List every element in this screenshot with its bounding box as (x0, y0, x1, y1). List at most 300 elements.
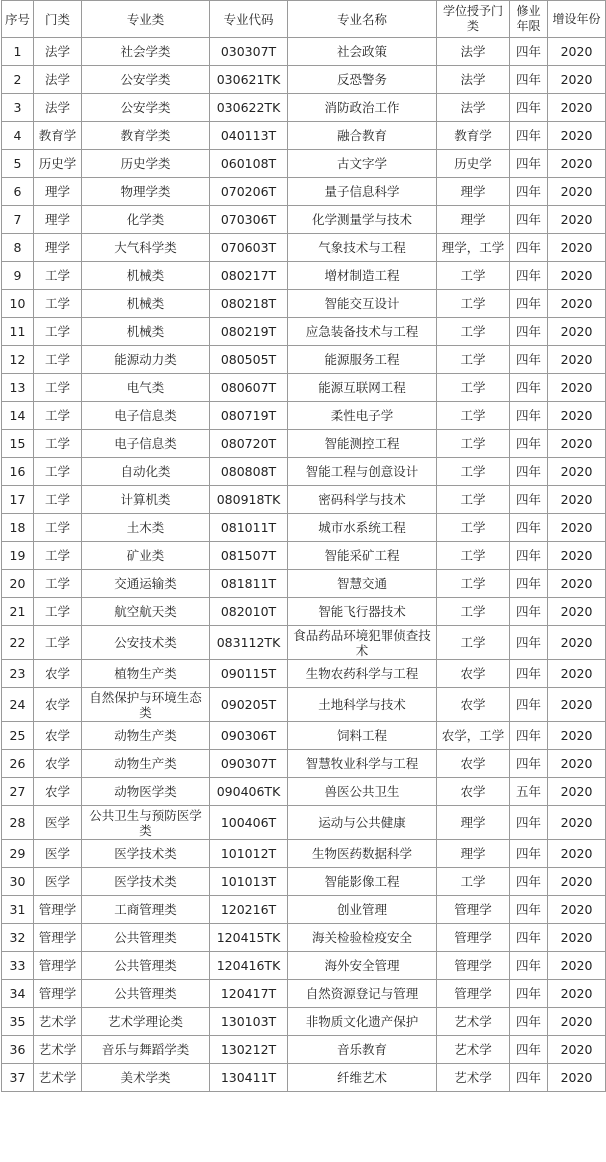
cell-duration: 四年 (510, 750, 548, 778)
cell-code: 100406T (210, 806, 288, 840)
cell-index: 3 (2, 94, 34, 122)
cell-code: 090115T (210, 660, 288, 688)
cell-degree: 理学 (437, 806, 510, 840)
cell-major-class: 自动化类 (82, 458, 210, 486)
cell-degree: 管理学 (437, 896, 510, 924)
cell-code: 081811T (210, 570, 288, 598)
cell-major-name: 增材制造工程 (288, 262, 437, 290)
cell-year: 2020 (548, 868, 606, 896)
cell-major-name: 食品药品环境犯罪侦查技术 (288, 626, 437, 660)
cell-category: 理学 (34, 178, 82, 206)
table-row (2, 626, 606, 660)
cell-year: 2020 (548, 38, 606, 66)
table-row (2, 206, 606, 234)
cell-duration: 五年 (510, 778, 548, 806)
cell-code: 082010T (210, 598, 288, 626)
cell-major-name: 化学测量学与技术 (288, 206, 437, 234)
cell-year: 2020 (548, 570, 606, 598)
cell-index: 5 (2, 150, 34, 178)
table-row (2, 66, 606, 94)
cell-index: 22 (2, 626, 34, 660)
table-row (2, 688, 606, 722)
cell-degree: 工学 (437, 458, 510, 486)
cell-category: 法学 (34, 94, 82, 122)
cell-code: 090205T (210, 688, 288, 722)
cell-major-class: 物理学类 (82, 178, 210, 206)
cell-major-class: 公共管理类 (82, 952, 210, 980)
cell-index: 17 (2, 486, 34, 514)
cell-category: 艺术学 (34, 1036, 82, 1064)
cell-year: 2020 (548, 1036, 606, 1064)
cell-category: 管理学 (34, 952, 82, 980)
table-row (2, 150, 606, 178)
cell-major-class: 植物生产类 (82, 660, 210, 688)
cell-year: 2020 (548, 660, 606, 688)
table-row (2, 750, 606, 778)
cell-major-name: 兽医公共卫生 (288, 778, 437, 806)
cell-degree: 工学 (437, 514, 510, 542)
cell-code: 080720T (210, 430, 288, 458)
cell-code: 083112TK (210, 626, 288, 660)
cell-degree: 工学 (437, 374, 510, 402)
cell-duration: 四年 (510, 66, 548, 94)
cell-major-class: 教育学类 (82, 122, 210, 150)
cell-code: 120417T (210, 980, 288, 1008)
cell-code: 130103T (210, 1008, 288, 1036)
cell-year: 2020 (548, 778, 606, 806)
cell-major-name: 智能交互设计 (288, 290, 437, 318)
cell-year: 2020 (548, 626, 606, 660)
cell-degree: 农学，工学 (437, 722, 510, 750)
cell-code: 080218T (210, 290, 288, 318)
cell-major-class: 交通运输类 (82, 570, 210, 598)
cell-major-name: 社会政策 (288, 38, 437, 66)
cell-degree: 农学 (437, 750, 510, 778)
table-row (2, 896, 606, 924)
cell-major-name: 创业管理 (288, 896, 437, 924)
cell-major-class: 公安技术类 (82, 626, 210, 660)
cell-index: 18 (2, 514, 34, 542)
cell-degree: 农学 (437, 688, 510, 722)
cell-major-class: 动物生产类 (82, 722, 210, 750)
cell-major-class: 动物医学类 (82, 778, 210, 806)
cell-code: 070206T (210, 178, 288, 206)
cell-degree: 农学 (437, 778, 510, 806)
cell-major-name: 饲料工程 (288, 722, 437, 750)
cell-year: 2020 (548, 486, 606, 514)
cell-index: 32 (2, 924, 34, 952)
cell-index: 13 (2, 374, 34, 402)
cell-degree: 工学 (437, 626, 510, 660)
table-row (2, 402, 606, 430)
table-row (2, 570, 606, 598)
cell-category: 法学 (34, 66, 82, 94)
cell-category: 历史学 (34, 150, 82, 178)
cell-duration: 四年 (510, 868, 548, 896)
table-row (2, 290, 606, 318)
cell-duration: 四年 (510, 178, 548, 206)
cell-duration: 四年 (510, 38, 548, 66)
cell-code: 090406TK (210, 778, 288, 806)
cell-duration: 四年 (510, 688, 548, 722)
cell-major-name: 智慧交通 (288, 570, 437, 598)
cell-code: 080607T (210, 374, 288, 402)
cell-index: 27 (2, 778, 34, 806)
cell-code: 101013T (210, 868, 288, 896)
cell-major-class: 公共管理类 (82, 924, 210, 952)
majors-table (1, 0, 606, 1092)
cell-code: 060108T (210, 150, 288, 178)
cell-duration: 四年 (510, 514, 548, 542)
cell-category: 理学 (34, 234, 82, 262)
cell-major-class: 电子信息类 (82, 430, 210, 458)
cell-duration: 四年 (510, 290, 548, 318)
cell-category: 工学 (34, 458, 82, 486)
cell-category: 农学 (34, 660, 82, 688)
cell-major-class: 音乐与舞蹈学类 (82, 1036, 210, 1064)
table-header-row (2, 1, 606, 38)
cell-duration: 四年 (510, 1036, 548, 1064)
cell-degree: 法学 (437, 66, 510, 94)
cell-major-name: 智能影像工程 (288, 868, 437, 896)
cell-degree: 管理学 (437, 924, 510, 952)
cell-code: 130212T (210, 1036, 288, 1064)
cell-major-class: 机械类 (82, 290, 210, 318)
cell-degree: 管理学 (437, 952, 510, 980)
cell-major-class: 公安学类 (82, 66, 210, 94)
cell-index: 20 (2, 570, 34, 598)
cell-major-class: 机械类 (82, 318, 210, 346)
cell-year: 2020 (548, 150, 606, 178)
cell-duration: 四年 (510, 924, 548, 952)
cell-year: 2020 (548, 806, 606, 840)
table-row (2, 806, 606, 840)
cell-index: 29 (2, 840, 34, 868)
cell-year: 2020 (548, 234, 606, 262)
cell-code: 040113T (210, 122, 288, 150)
cell-major-name: 能源服务工程 (288, 346, 437, 374)
cell-category: 教育学 (34, 122, 82, 150)
table-row (2, 778, 606, 806)
cell-major-name: 密码科学与技术 (288, 486, 437, 514)
cell-degree: 工学 (437, 570, 510, 598)
table-row (2, 952, 606, 980)
header-cell: 门类 (34, 1, 82, 38)
cell-category: 工学 (34, 514, 82, 542)
cell-index: 24 (2, 688, 34, 722)
header-cell: 修业年限 (510, 1, 548, 38)
cell-year: 2020 (548, 318, 606, 346)
cell-major-name: 运动与公共健康 (288, 806, 437, 840)
cell-year: 2020 (548, 688, 606, 722)
cell-major-name: 柔性电子学 (288, 402, 437, 430)
header-cell: 序号 (2, 1, 34, 38)
cell-degree: 工学 (437, 318, 510, 346)
cell-category: 管理学 (34, 980, 82, 1008)
cell-category: 法学 (34, 38, 82, 66)
cell-major-name: 智能工程与创意设计 (288, 458, 437, 486)
cell-category: 农学 (34, 778, 82, 806)
cell-degree: 工学 (437, 346, 510, 374)
cell-year: 2020 (548, 206, 606, 234)
cell-duration: 四年 (510, 318, 548, 346)
cell-major-name: 反恐警务 (288, 66, 437, 94)
cell-major-class: 机械类 (82, 262, 210, 290)
cell-major-name: 气象技术与工程 (288, 234, 437, 262)
cell-category: 工学 (34, 598, 82, 626)
table-row (2, 486, 606, 514)
cell-year: 2020 (548, 952, 606, 980)
cell-duration: 四年 (510, 598, 548, 626)
cell-category: 艺术学 (34, 1064, 82, 1092)
cell-index: 8 (2, 234, 34, 262)
cell-category: 农学 (34, 688, 82, 722)
cell-major-name: 生物医药数据科学 (288, 840, 437, 868)
cell-major-name: 消防政治工作 (288, 94, 437, 122)
cell-major-name: 智能采矿工程 (288, 542, 437, 570)
cell-code: 030622TK (210, 94, 288, 122)
cell-year: 2020 (548, 1064, 606, 1092)
cell-index: 21 (2, 598, 34, 626)
cell-year: 2020 (548, 290, 606, 318)
cell-category: 医学 (34, 868, 82, 896)
cell-duration: 四年 (510, 206, 548, 234)
cell-major-class: 自然保护与环境生态类 (82, 688, 210, 722)
cell-major-name: 智能测控工程 (288, 430, 437, 458)
cell-code: 081011T (210, 514, 288, 542)
cell-major-class: 化学类 (82, 206, 210, 234)
cell-major-class: 航空航天类 (82, 598, 210, 626)
cell-code: 080719T (210, 402, 288, 430)
cell-major-name: 海关检验检疫安全 (288, 924, 437, 952)
cell-duration: 四年 (510, 570, 548, 598)
cell-code: 080808T (210, 458, 288, 486)
cell-category: 工学 (34, 486, 82, 514)
cell-code: 030307T (210, 38, 288, 66)
cell-index: 11 (2, 318, 34, 346)
cell-year: 2020 (548, 896, 606, 924)
cell-degree: 艺术学 (437, 1036, 510, 1064)
cell-category: 管理学 (34, 924, 82, 952)
cell-duration: 四年 (510, 626, 548, 660)
cell-category: 工学 (34, 542, 82, 570)
cell-major-name: 音乐教育 (288, 1036, 437, 1064)
cell-category: 工学 (34, 570, 82, 598)
cell-index: 19 (2, 542, 34, 570)
cell-major-name: 量子信息科学 (288, 178, 437, 206)
cell-degree: 法学 (437, 38, 510, 66)
table-row (2, 868, 606, 896)
cell-year: 2020 (548, 924, 606, 952)
table-row (2, 840, 606, 868)
cell-year: 2020 (548, 122, 606, 150)
table-row (2, 346, 606, 374)
table-row (2, 178, 606, 206)
cell-index: 23 (2, 660, 34, 688)
cell-index: 15 (2, 430, 34, 458)
header-cell: 专业名称 (288, 1, 437, 38)
cell-major-class: 电气类 (82, 374, 210, 402)
cell-index: 36 (2, 1036, 34, 1064)
cell-index: 28 (2, 806, 34, 840)
cell-year: 2020 (548, 840, 606, 868)
cell-category: 工学 (34, 318, 82, 346)
table-row (2, 122, 606, 150)
cell-index: 6 (2, 178, 34, 206)
cell-duration: 四年 (510, 980, 548, 1008)
cell-code: 030621TK (210, 66, 288, 94)
cell-degree: 历史学 (437, 150, 510, 178)
cell-code: 080505T (210, 346, 288, 374)
cell-major-name: 能源互联网工程 (288, 374, 437, 402)
cell-major-class: 大气科学类 (82, 234, 210, 262)
cell-major-class: 电子信息类 (82, 402, 210, 430)
cell-degree: 工学 (437, 262, 510, 290)
cell-degree: 工学 (437, 430, 510, 458)
cell-category: 工学 (34, 430, 82, 458)
cell-index: 31 (2, 896, 34, 924)
cell-index: 35 (2, 1008, 34, 1036)
cell-degree: 理学 (437, 206, 510, 234)
cell-code: 070306T (210, 206, 288, 234)
cell-code: 090306T (210, 722, 288, 750)
cell-degree: 工学 (437, 542, 510, 570)
cell-duration: 四年 (510, 806, 548, 840)
cell-major-class: 历史学类 (82, 150, 210, 178)
cell-category: 工学 (34, 262, 82, 290)
table-row (2, 458, 606, 486)
cell-major-class: 土木类 (82, 514, 210, 542)
cell-duration: 四年 (510, 840, 548, 868)
table-row (2, 374, 606, 402)
table-row (2, 660, 606, 688)
cell-code: 120416TK (210, 952, 288, 980)
cell-major-class: 医学技术类 (82, 840, 210, 868)
table-row (2, 94, 606, 122)
cell-degree: 工学 (437, 290, 510, 318)
cell-major-class: 社会学类 (82, 38, 210, 66)
cell-category: 农学 (34, 750, 82, 778)
cell-year: 2020 (548, 346, 606, 374)
cell-code: 101012T (210, 840, 288, 868)
cell-year: 2020 (548, 178, 606, 206)
cell-degree: 管理学 (437, 980, 510, 1008)
cell-major-name: 非物质文化遗产保护 (288, 1008, 437, 1036)
cell-major-name: 智能飞行器技术 (288, 598, 437, 626)
cell-degree: 教育学 (437, 122, 510, 150)
cell-major-class: 医学技术类 (82, 868, 210, 896)
cell-degree: 工学 (437, 486, 510, 514)
cell-duration: 四年 (510, 94, 548, 122)
cell-year: 2020 (548, 1008, 606, 1036)
cell-code: 080918TK (210, 486, 288, 514)
table-row (2, 1064, 606, 1092)
header-cell: 专业类 (82, 1, 210, 38)
header-cell: 增设年份 (548, 1, 606, 38)
cell-major-name: 土地科学与技术 (288, 688, 437, 722)
cell-major-class: 工商管理类 (82, 896, 210, 924)
cell-index: 10 (2, 290, 34, 318)
cell-degree: 理学，工学 (437, 234, 510, 262)
cell-index: 7 (2, 206, 34, 234)
table-row (2, 318, 606, 346)
cell-year: 2020 (548, 514, 606, 542)
cell-degree: 工学 (437, 598, 510, 626)
cell-degree: 艺术学 (437, 1064, 510, 1092)
cell-index: 1 (2, 38, 34, 66)
cell-year: 2020 (548, 430, 606, 458)
cell-major-class: 美术学类 (82, 1064, 210, 1092)
cell-index: 4 (2, 122, 34, 150)
cell-major-name: 自然资源登记与管理 (288, 980, 437, 1008)
cell-major-name: 应急装备技术与工程 (288, 318, 437, 346)
cell-category: 管理学 (34, 896, 82, 924)
cell-year: 2020 (548, 66, 606, 94)
cell-code: 120415TK (210, 924, 288, 952)
cell-category: 工学 (34, 290, 82, 318)
cell-duration: 四年 (510, 346, 548, 374)
cell-duration: 四年 (510, 262, 548, 290)
cell-category: 理学 (34, 206, 82, 234)
cell-major-class: 艺术学理论类 (82, 1008, 210, 1036)
cell-major-class: 矿业类 (82, 542, 210, 570)
cell-index: 34 (2, 980, 34, 1008)
cell-year: 2020 (548, 262, 606, 290)
cell-category: 工学 (34, 374, 82, 402)
cell-duration: 四年 (510, 234, 548, 262)
cell-code: 080219T (210, 318, 288, 346)
cell-year: 2020 (548, 722, 606, 750)
table-row (2, 542, 606, 570)
cell-code: 130411T (210, 1064, 288, 1092)
cell-code: 080217T (210, 262, 288, 290)
cell-degree: 工学 (437, 402, 510, 430)
cell-year: 2020 (548, 402, 606, 430)
cell-major-class: 动物生产类 (82, 750, 210, 778)
cell-code: 081507T (210, 542, 288, 570)
cell-major-class: 能源动力类 (82, 346, 210, 374)
cell-major-name: 智慧牧业科学与工程 (288, 750, 437, 778)
cell-code: 120216T (210, 896, 288, 924)
cell-code: 070603T (210, 234, 288, 262)
cell-duration: 四年 (510, 722, 548, 750)
cell-category: 工学 (34, 626, 82, 660)
cell-major-class: 公共卫生与预防医学类 (82, 806, 210, 840)
table-row (2, 1036, 606, 1064)
cell-duration: 四年 (510, 374, 548, 402)
cell-category: 艺术学 (34, 1008, 82, 1036)
cell-degree: 艺术学 (437, 1008, 510, 1036)
cell-category: 工学 (34, 346, 82, 374)
cell-duration: 四年 (510, 896, 548, 924)
table-row (2, 722, 606, 750)
table-row (2, 430, 606, 458)
cell-category: 农学 (34, 722, 82, 750)
cell-degree: 理学 (437, 178, 510, 206)
cell-index: 33 (2, 952, 34, 980)
table-row (2, 1008, 606, 1036)
cell-degree: 工学 (437, 868, 510, 896)
cell-index: 30 (2, 868, 34, 896)
cell-category: 工学 (34, 402, 82, 430)
cell-degree: 理学 (437, 840, 510, 868)
cell-major-name: 海外安全管理 (288, 952, 437, 980)
cell-duration: 四年 (510, 1008, 548, 1036)
cell-year: 2020 (548, 542, 606, 570)
table-row (2, 262, 606, 290)
cell-duration: 四年 (510, 458, 548, 486)
cell-index: 16 (2, 458, 34, 486)
